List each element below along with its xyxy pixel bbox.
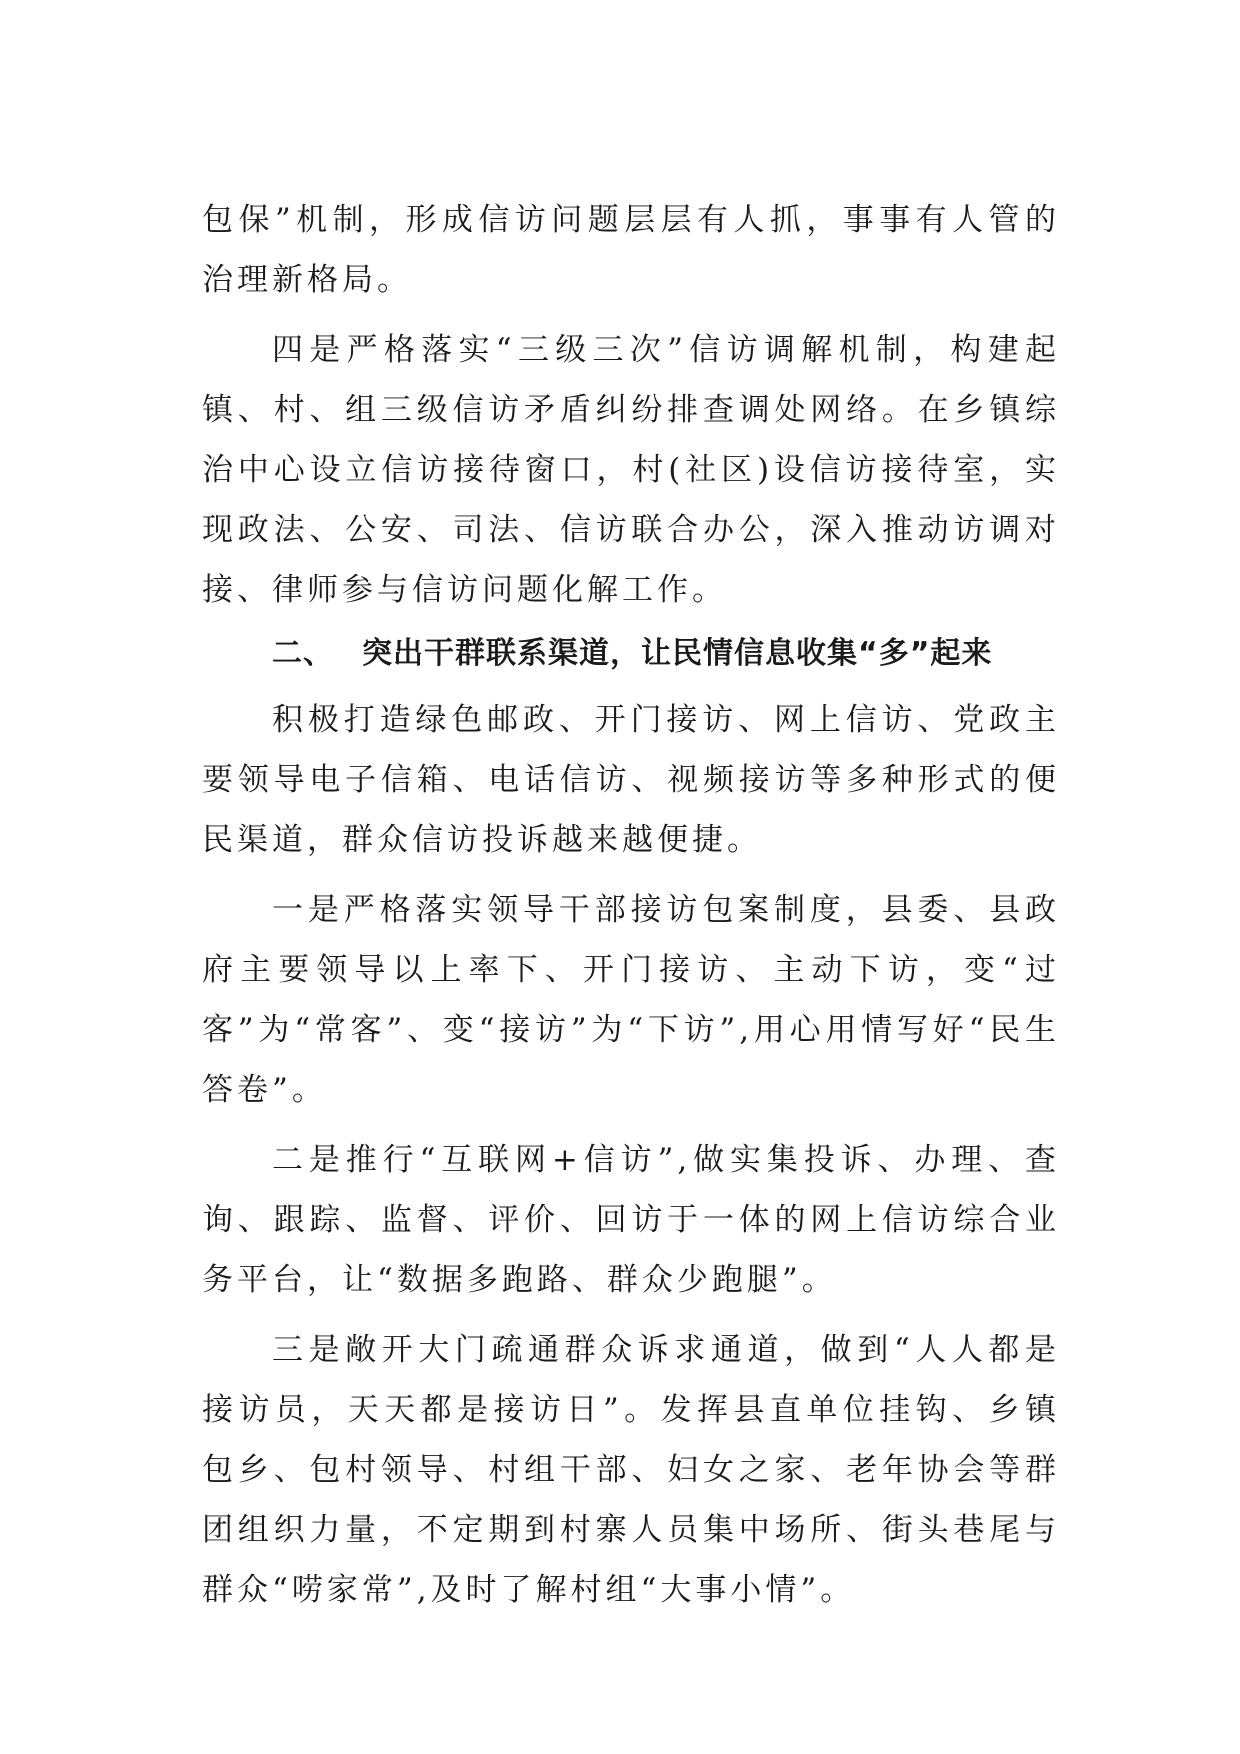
section-heading-title: 突出干群联系渠道，让民情信息收集“多”起来 [362, 636, 993, 671]
paragraph-item-three: 三是敞开大门疏通群众诉求通道，做到“人人都是接访员，天天都是接访日”。发挥县直单位挂钩、乡镇包乡、包村领导、村组干部、妇女之家、老年协会等群团组织力量，不定期到村寨人员集中场所、街头巷尾与群众“唠家常”,及时了解村组“大事小情”。 [202, 1332, 1060, 1608]
document-body [202, 190, 1060, 1620]
section-heading [202, 624, 1060, 684]
paragraph-intro: 积极打造绿色邮政、开门接访、网上信访、党政主要领导电子信箱、电话信访、视频接访等多种形式的便民渠道，群众信访投诉越来越便捷。 [202, 702, 1060, 858]
paragraph-item-two: 二是推行“互联网+信访”,做实集投诉、办理、查询、跟踪、监督、评价、回访于一体的网上信访综合业务平台，让“数据多跑路、群众少跑腿”。 [202, 1142, 1060, 1298]
paragraph-continuation: 包保”机制，形成信访问题层层有人抓，事事有人管的治理新格局。 [202, 202, 1060, 298]
paragraph-item-one: 一是严格落实领导干部接访包案制度，县委、县政府主要领导以上率下、开门接访、主动下访，变“过客”为“常客”、变“接访”为“下访”,用心用情写好“民生答卷”。 [202, 892, 1060, 1108]
section-heading-number: 二、 [272, 636, 334, 671]
paragraph-item-four: 四是严格落实“三级三次”信访调解机制，构建起镇、村、组三级信访矛盾纠纷排查调处网络。在乡镇综治中心设立信访接待窗口，村(社区)设信访接待室，实现政法、公安、司法、信访联合办公，深入推动访调对接、律师参与信访问题化解工作。 [202, 332, 1060, 608]
